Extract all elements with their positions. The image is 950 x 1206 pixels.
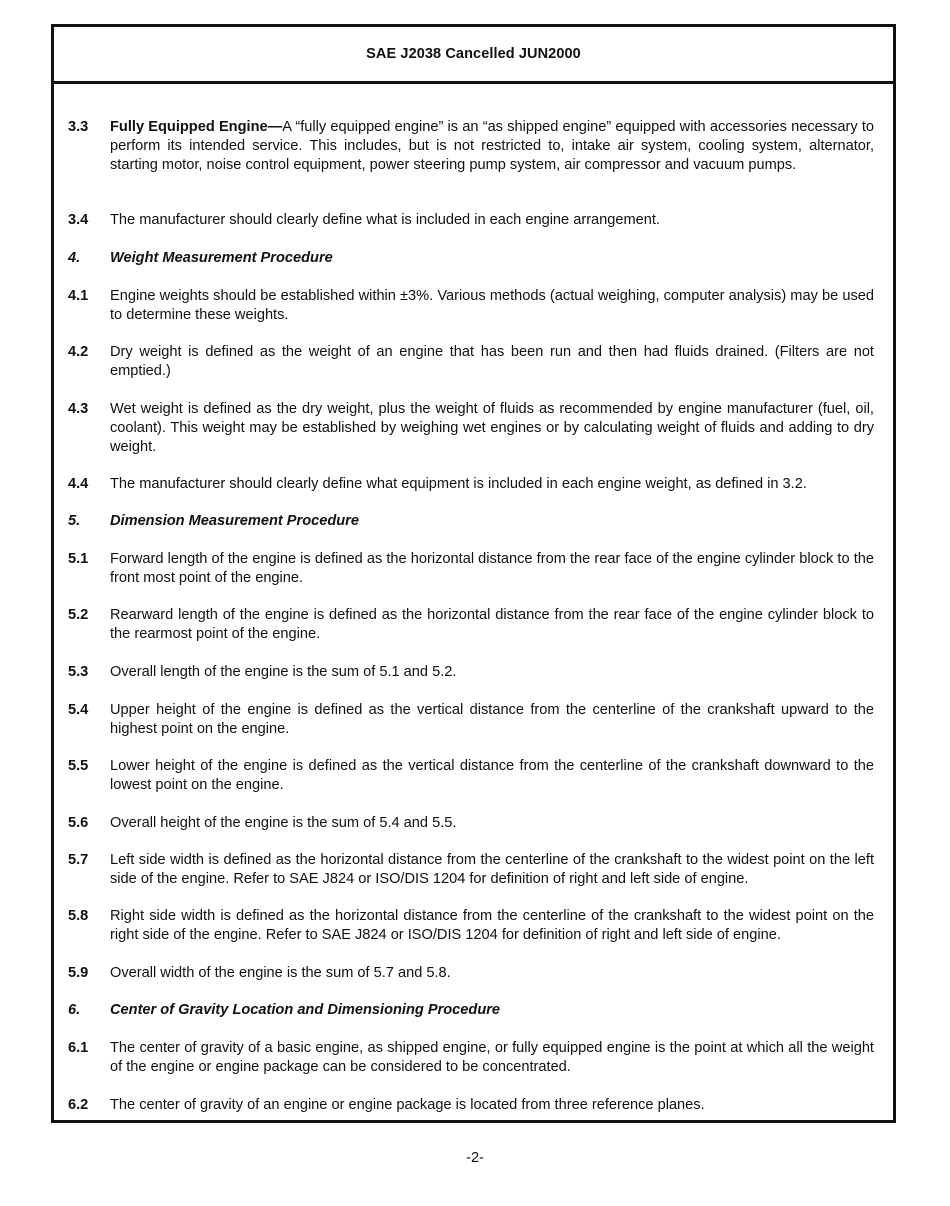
clause-5-7 bbox=[68, 851, 874, 889]
clause-4-4 bbox=[68, 475, 874, 494]
clause-number: 3.4 bbox=[68, 212, 89, 228]
section-number: 6. bbox=[68, 1002, 81, 1018]
clause-5-8 bbox=[68, 907, 874, 945]
clause-text: The center of gravity of an engine or engine package is located from three reference planes. bbox=[110, 1097, 705, 1113]
clause-number: 5.8 bbox=[68, 908, 89, 924]
clause-number: 6.1 bbox=[68, 1040, 89, 1056]
clause-text: Lower height of the engine is defined as the vertical distance from the centerline of the crankshaft downward to the lowest point on the engine. bbox=[110, 758, 874, 793]
clause-5-2 bbox=[68, 606, 874, 644]
section-heading-4 bbox=[68, 249, 874, 268]
clause-5-5 bbox=[68, 757, 874, 795]
clause-text: Upper height of the engine is defined as the vertical distance from the centerline of the crankshaft upward to the highest point on the engine. bbox=[110, 702, 874, 737]
section-title: Weight Measurement Procedure bbox=[110, 250, 333, 266]
clause-5-3 bbox=[68, 663, 874, 682]
clause-text: Left side width is defined as the horizontal distance from the centerline of the crankshaft to the widest point on the left side of the engine. Refer to SAE J824 or ISO/DIS 1204 for definition of right and left side of engine. bbox=[110, 852, 874, 887]
clause-text: Overall length of the engine is the sum of 5.1 and 5.2. bbox=[110, 664, 457, 680]
section-heading-6 bbox=[68, 1001, 874, 1020]
clause-number: 4.4 bbox=[68, 476, 89, 492]
clause-text bbox=[110, 118, 874, 174]
document-title: SAE J2038 Cancelled JUN2000 bbox=[366, 46, 581, 62]
clause-5-9 bbox=[68, 964, 874, 983]
clause-number: 5.9 bbox=[68, 965, 89, 981]
clause-number: 3.3 bbox=[68, 119, 89, 135]
clause-number: 5.3 bbox=[68, 664, 89, 680]
clause-number: 5.2 bbox=[68, 607, 89, 623]
section-title: Dimension Measurement Procedure bbox=[110, 513, 359, 529]
clause-3-4 bbox=[68, 211, 874, 230]
clause-lead: Fully Equipped Engine— bbox=[110, 119, 283, 135]
clause-text: Rearward length of the engine is defined as the horizontal distance from the rear face of the engine cylinder block to the rearmost point of the engine. bbox=[110, 607, 874, 642]
clause-3-3 bbox=[68, 118, 874, 174]
clause-text: The manufacturer should clearly define what is included in each engine arrangement. bbox=[110, 212, 661, 228]
page-number: -2- bbox=[466, 1150, 484, 1166]
clause-number: 5.5 bbox=[68, 758, 89, 774]
clause-6-1 bbox=[68, 1039, 874, 1077]
clause-text: Right side width is defined as the horizontal distance from the centerline of the crankshaft to the widest point on the right side of the engine. Refer to SAE J824 or ISO/DIS 1204 for definition of right and left side of engine. bbox=[110, 908, 874, 943]
clause-text: Overall width of the engine is the sum of 5.7 and 5.8. bbox=[110, 965, 451, 981]
clause-5-6 bbox=[68, 814, 874, 833]
clause-number: 5.4 bbox=[68, 702, 89, 718]
clause-text: Engine weights should be established within ±3%. Various methods (actual weighing, computer analysis) may be used to determine these weights. bbox=[110, 288, 874, 323]
page-footer bbox=[0, 1150, 950, 1166]
clause-5-4 bbox=[68, 701, 874, 739]
clause-number: 4.1 bbox=[68, 288, 89, 304]
clause-4-3 bbox=[68, 400, 874, 456]
clause-text: The manufacturer should clearly define what equipment is included in each engine weight, as defined in 3.2. bbox=[110, 476, 807, 492]
clause-number: 5.6 bbox=[68, 815, 89, 831]
section-number: 4. bbox=[68, 250, 81, 266]
section-title: Center of Gravity Location and Dimensioning Procedure bbox=[110, 1002, 501, 1018]
clause-body: A “fully equipped engine” is an “as shipped engine” equipped with accessories necessary to perform its intended service. This includes, but is not restricted to, intake air system, cooling system, alternator, starting motor, noise control equipment, power steering pump system, air compressor and vacuum pumps. bbox=[110, 119, 874, 173]
clause-4-2 bbox=[68, 343, 874, 381]
document-header bbox=[54, 27, 893, 84]
clause-5-1 bbox=[68, 550, 874, 588]
clause-number: 4.2 bbox=[68, 344, 89, 360]
clause-number: 5.1 bbox=[68, 551, 89, 567]
clause-text: Overall height of the engine is the sum of 5.4 and 5.5. bbox=[110, 815, 457, 831]
clause-number: 5.7 bbox=[68, 852, 89, 868]
clause-text: Forward length of the engine is defined as the horizontal distance from the rear face of the engine cylinder block to the front most point of the engine. bbox=[110, 551, 874, 586]
section-number: 5. bbox=[68, 513, 81, 529]
clause-text: Dry weight is defined as the weight of an engine that has been run and then had fluids drained. (Filters are not emptied.) bbox=[110, 344, 874, 379]
clause-text: The center of gravity of a basic engine, as shipped engine, or fully equipped engine is the point at which all the weight of the engine or engine package can be considered to be concentrated. bbox=[110, 1040, 874, 1075]
clause-4-1 bbox=[68, 287, 874, 325]
clause-text: Wet weight is defined as the dry weight, plus the weight of fluids as recommended by engine manufacturer (fuel, oil, coolant). This weight may be established by weighing wet engines or by calculating weight of fluids and adding to dry weight. bbox=[110, 401, 874, 455]
section-heading-5 bbox=[68, 512, 874, 531]
page-frame bbox=[51, 24, 896, 1123]
clause-number: 6.2 bbox=[68, 1097, 89, 1113]
clause-6-2 bbox=[68, 1096, 874, 1115]
clause-number: 4.3 bbox=[68, 401, 89, 417]
